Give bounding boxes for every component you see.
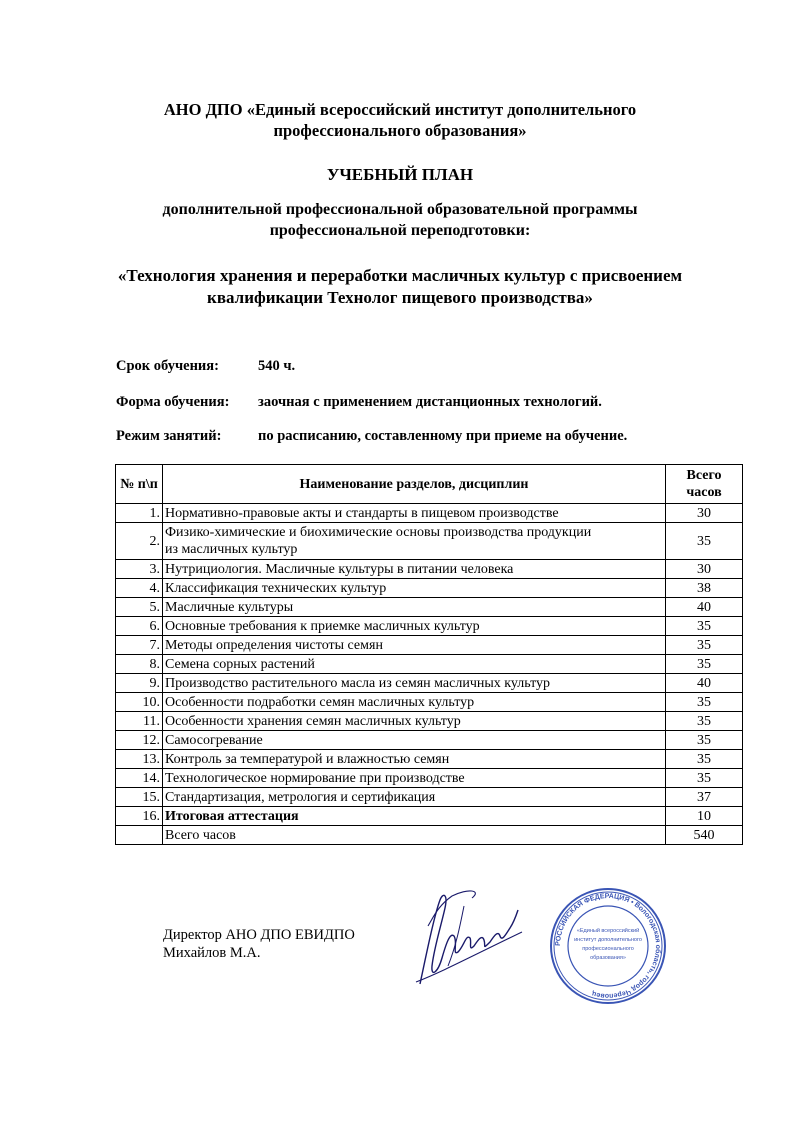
row-name: Классификация технических культур [163, 579, 666, 598]
organization-name [0, 99, 800, 141]
form-row [116, 394, 602, 411]
row-hours: 10 [666, 807, 743, 826]
org-line-2: профессионального образования» [273, 121, 527, 140]
svg-text:«Единый всероссийский: «Единый всероссийский [576, 928, 640, 934]
table-row [116, 598, 743, 617]
row-name: Производство растительного масла из семян масличных культур [163, 674, 666, 693]
table-header-row [116, 465, 743, 504]
program-line-1: «Технология хранения и переработки масличных культур с присвоением [117, 266, 683, 285]
row-hours: 30 [666, 504, 743, 523]
table-row [116, 712, 743, 731]
svg-text:образования»: образования» [590, 955, 626, 961]
row-hours: 40 [666, 674, 743, 693]
row-name: Особенности подработки семян масличных культур [163, 693, 666, 712]
row-name-line-1: Физико-химические и биохимические основы производства продукции [165, 525, 592, 540]
table-row [116, 731, 743, 750]
row-hours: 35 [666, 693, 743, 712]
row-num: 16. [116, 807, 163, 826]
row-hours: 35 [666, 655, 743, 674]
row-name [163, 523, 666, 560]
row-name: Самосогревание [163, 731, 666, 750]
row-hours: 35 [666, 617, 743, 636]
row-num: 6. [116, 617, 163, 636]
row-name: Стандартизация, метрология и сертификация [163, 788, 666, 807]
row-num: 12. [116, 731, 163, 750]
signatory-name: Михайлов М.А. [163, 945, 261, 961]
row-name: Масличные культуры [163, 598, 666, 617]
row-num: 10. [116, 693, 163, 712]
row-num: 9. [116, 674, 163, 693]
row-num: 8. [116, 655, 163, 674]
table-row [116, 807, 743, 826]
row-name: Итоговая аттестация [163, 807, 666, 826]
document-subtitle [0, 199, 800, 241]
row-hours: 35 [666, 750, 743, 769]
row-hours: 37 [666, 788, 743, 807]
row-num: 1. [116, 504, 163, 523]
org-line-1: АНО ДПО «Единый всероссийский институт дополнительного [163, 100, 637, 119]
row-hours: 35 [666, 523, 743, 560]
mode-row [116, 428, 627, 445]
row-name: Технологическое нормирование при производстве [163, 769, 666, 788]
row-num: 4. [116, 579, 163, 598]
handwritten-signature [412, 886, 532, 991]
signatory [163, 926, 355, 962]
svg-text:РОССИЙСКАЯ ФЕДЕРАЦИЯ • Вологод: РОССИЙСКАЯ ФЕДЕРАЦИЯ • Вологодская область, город Череповец [554, 892, 662, 1000]
document-title: УЧЕБНЫЙ ПЛАН [326, 165, 474, 184]
table-row [116, 579, 743, 598]
col-hours-line-1: Всего [686, 468, 722, 483]
subtitle-line-1: дополнительной профессиональной образовательной программы [162, 201, 638, 218]
program-name [0, 265, 800, 309]
row-num: 15. [116, 788, 163, 807]
total-row [116, 826, 743, 845]
row-hours: 38 [666, 579, 743, 598]
row-hours: 35 [666, 769, 743, 788]
row-name: Методы определения чистоты семян [163, 636, 666, 655]
svg-text:профессионального: профессионального [582, 946, 634, 952]
table-row [116, 560, 743, 579]
row-name: Контроль за температурой и влажностью семян [163, 750, 666, 769]
row-hours: 35 [666, 712, 743, 731]
duration-value: 540 ч. [258, 358, 296, 374]
official-seal [548, 886, 668, 1006]
row-hours: 40 [666, 598, 743, 617]
row-hours: 35 [666, 636, 743, 655]
subtitle-line-2: профессиональной переподготовки: [269, 222, 531, 239]
total-hours: 540 [666, 826, 743, 845]
mode-label: Режим занятий: [116, 428, 222, 444]
row-num: 3. [116, 560, 163, 579]
row-name-line-2: из масличных культур [165, 542, 298, 557]
table-row [116, 750, 743, 769]
svg-text:институт дополнительного: институт дополнительного [574, 937, 642, 943]
row-name: Основные требования к приемке масличных культур [163, 617, 666, 636]
program-line-2: квалификации Технолог пищевого производства» [207, 288, 593, 307]
col-name-header: Наименование разделов, дисциплин [163, 465, 666, 504]
col-num-header: № п\п [116, 465, 163, 504]
col-hours-line-2: часов [686, 485, 722, 500]
table-row [116, 788, 743, 807]
row-hours: 35 [666, 731, 743, 750]
duration-label: Срок обучения: [116, 358, 219, 374]
form-label: Форма обучения: [116, 394, 230, 410]
table-row [116, 693, 743, 712]
table-row [116, 769, 743, 788]
table-row [116, 617, 743, 636]
row-num: 13. [116, 750, 163, 769]
table-row [116, 655, 743, 674]
row-num: 5. [116, 598, 163, 617]
row-hours: 30 [666, 560, 743, 579]
form-value: заочная с применением дистанционных технологий. [258, 394, 602, 410]
row-name: Нормативно-правовые акты и стандарты в пищевом производстве [163, 504, 666, 523]
row-num: 2. [116, 523, 163, 560]
signatory-position: Директор АНО ДПО ЕВИДПО [163, 927, 355, 943]
table-row [116, 674, 743, 693]
table-row [116, 504, 743, 523]
table-row [116, 636, 743, 655]
duration-row [116, 358, 295, 375]
row-name: Нутрициология. Масличные культуры в питании человека [163, 560, 666, 579]
row-name: Особенности хранения семян масличных культур [163, 712, 666, 731]
curriculum-table [115, 464, 743, 845]
row-num: 11. [116, 712, 163, 731]
row-num: 7. [116, 636, 163, 655]
row-num: 14. [116, 769, 163, 788]
total-num-empty [116, 826, 163, 845]
total-label: Всего часов [163, 826, 666, 845]
table-row [116, 523, 743, 560]
row-name: Семена сорных растений [163, 655, 666, 674]
mode-value: по расписанию, составленному при приеме на обучение. [258, 428, 628, 444]
col-hours-header [666, 465, 743, 504]
